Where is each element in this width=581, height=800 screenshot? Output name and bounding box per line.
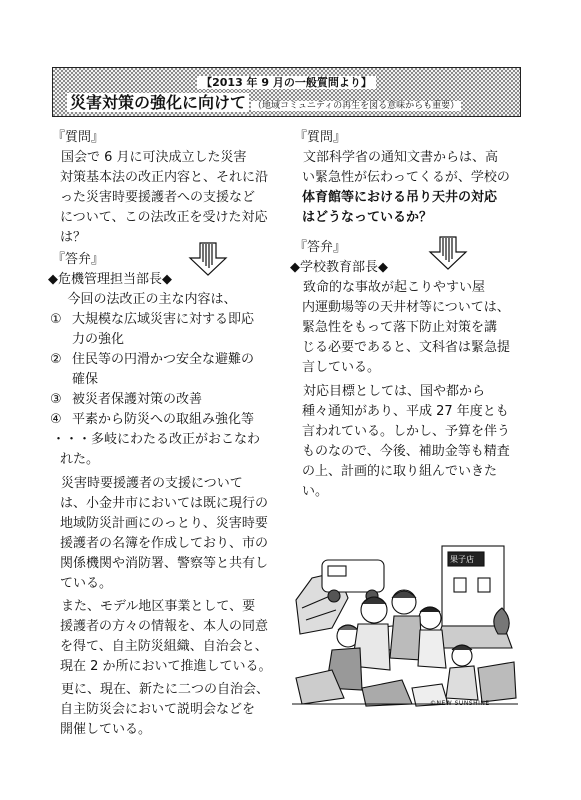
session-label: 【2013 年 9 月の一般質問より】 <box>197 76 376 89</box>
disaster-illustration <box>292 538 518 710</box>
question-text: 文部科学省の通知文書からは、高 い緊急性が伝わってくるが、学校の 体育館等における吊り天井の対応 はどうなっているか？ <box>302 150 510 225</box>
answer-paragraph: 対応目標としては、国や都から 種々通知があり、平成 27 年度とも 言われている。しかし、予算を伴う ものなので、今後、補助金等も精査 の上、計画的に取り組んでいきた い。 <box>302 384 511 499</box>
answer-label: 『答弁』 <box>294 240 347 255</box>
list-item: ② 住民等の円滑かつ安全な避難の 確保 <box>50 352 255 387</box>
question-text <box>48 148 288 248</box>
down-arrow-icon <box>428 236 468 270</box>
article-subtitle: （地域コミュニティの再生を図る意味からも重要） <box>253 101 460 111</box>
question-line: 対策基本法の改正内容と、それに沿 <box>60 170 269 185</box>
answer-paragraph: 致命的な事故が起こりやすい屋 内運動場等の天井材等については、 緊急性をもって落下防止対策を講 じる必要であると、文科省は緊急提 言している。 <box>302 280 511 375</box>
list-item: ③ 被災者保護対策の改善 <box>50 392 203 407</box>
question-label: 『質問』 <box>294 130 347 145</box>
right-column <box>290 126 528 502</box>
left-column <box>48 126 288 740</box>
shop-sign: 果子店 <box>450 555 474 564</box>
question-line: について、この法改正を受けた対応 <box>60 210 268 225</box>
answer-label: 『答弁』 <box>52 252 105 267</box>
amendment-list <box>48 310 288 430</box>
answer-paragraph: また、モデル地区事業として、要 援護者の方々の情報を、本人の同意 を得て、自主防災組織、自治会と、 現在 2 か所において推進している。 <box>60 599 272 674</box>
list-tail: れた。 <box>60 452 100 467</box>
answer-paragraph: 災害時要援護者の支援について は、小金井市においては既に現行の 地域防災計画にのっとり、災害時要 援護者の名簿を作成しており、市の 関係機関や消防署、警察等と共有し ている。 <box>60 476 269 591</box>
copyright-text: ©NEW SUNSHINE <box>430 700 490 707</box>
question-line: 国会で 6 月に可決成立した災害 <box>61 150 247 165</box>
list-item: ④ 平素から防災への取組み強化等 <box>50 412 255 427</box>
list-tail: ・・・多岐にわたる改正がおこなわ <box>52 432 261 447</box>
question-label: 『質問』 <box>52 130 105 145</box>
question-line: は？ <box>60 230 87 245</box>
header-banner <box>52 67 521 117</box>
speaker-label: ◆危機管理担当部長◆ <box>48 272 172 287</box>
article-title: 災害対策の強化に向けて <box>67 93 249 112</box>
speaker-label: ◆学校教育部長◆ <box>290 260 388 275</box>
list-item: ① 大規模な広域災害に対する即応 力の強化 <box>50 312 255 347</box>
question-line: った災害時要援護者への支援など <box>60 190 256 205</box>
answer-intro: 今回の法改正の主な内容は、 <box>67 292 237 307</box>
answer-paragraph: 更に、現在、新たに二つの自治会、 自主防災会において説明会などを 開催している。 <box>60 682 270 737</box>
down-arrow-icon <box>188 242 228 276</box>
